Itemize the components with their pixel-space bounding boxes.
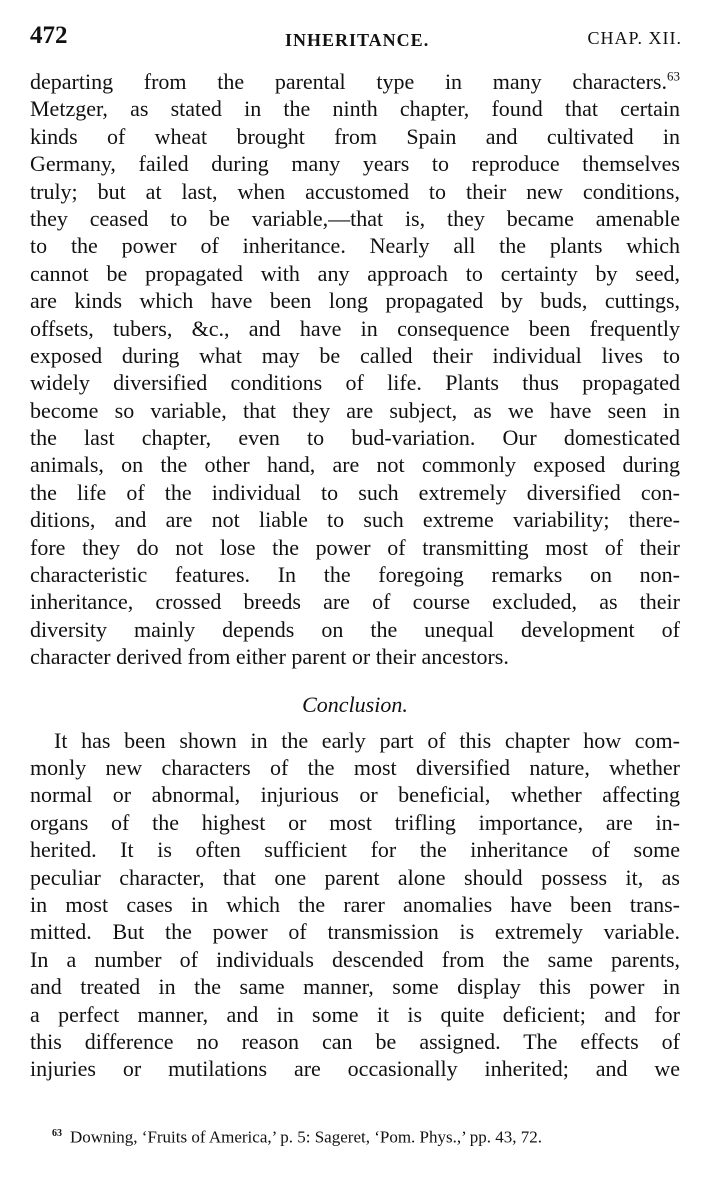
text-line: organs of the highest or most trifling importance, are in- bbox=[30, 809, 680, 835]
page-header bbox=[30, 18, 680, 68]
text-line: they ceased to be variable,—that is, they became amenable bbox=[30, 205, 680, 231]
footnote-text: Downing, ‘Fruits of America,’ p. 5: Sageret, ‘Pom. Phys.,’ pp. 43, 72. bbox=[70, 1127, 543, 1147]
text-line: departing from the parental type in many characters.$^{63}$ bbox=[30, 68, 680, 94]
text-line: Germany, failed during many years to reproduce themselves bbox=[30, 151, 680, 177]
text-line: normal or abnormal, injurious or beneficial, whether affecting bbox=[30, 782, 680, 808]
text-line: the life of the individual to such extremely diversified con- bbox=[30, 479, 680, 505]
footnote-mark: 63 bbox=[52, 1128, 62, 1139]
text-line: a perfect manner, and in some it is quite deficient; and for bbox=[30, 1001, 680, 1027]
body-paragraph-1 bbox=[30, 68, 680, 671]
text-line: In a number of individuals descended from the same parents, bbox=[30, 946, 680, 972]
text-line: monly new characters of the most diversified nature, whether bbox=[30, 754, 680, 780]
text-line: It has been shown in the early part of this chapter how com- bbox=[54, 727, 680, 753]
text-line: fore they do not lose the power of transmitting most of their bbox=[30, 534, 680, 560]
text-line: are kinds which have been long propagated by buds, cuttings, bbox=[30, 288, 680, 314]
text-line: the last chapter, even to bud-variation. Our domesticated bbox=[30, 425, 680, 451]
text-line: diversity mainly depends on the unequal development of bbox=[30, 616, 680, 642]
text-line: cannot be propagated with any approach to certainty by seed, bbox=[30, 260, 680, 286]
text-line: offsets, tubers, &c., and have in consequence been frequently bbox=[30, 315, 680, 341]
footnote-reference: 63 bbox=[667, 68, 680, 84]
text-line: truly; but at last, when accustomed to their new conditions, bbox=[30, 178, 680, 204]
text-line: widely diversified conditions of life. Plants thus propagated bbox=[30, 370, 680, 396]
book-page bbox=[30, 18, 680, 1083]
body-paragraph-2 bbox=[30, 727, 680, 1083]
page-number: 472 bbox=[30, 22, 68, 49]
text-line: character derived from either parent or their ancestors. bbox=[30, 644, 509, 670]
chapter-label: CHAP. XII. bbox=[587, 28, 682, 48]
section-heading: Conclusion. bbox=[302, 691, 408, 717]
text-line: inheritance, crossed breeds are of course excluded, as their bbox=[30, 589, 680, 615]
text-line: in most cases in which the rarer anomalies have been trans- bbox=[30, 891, 680, 917]
text-line: characteristic features. In the foregoing remarks on non- bbox=[30, 562, 680, 588]
text-line: this difference no reason can be assigned. The effects of bbox=[30, 1028, 680, 1054]
text-line: and treated in the same manner, some display this power in bbox=[30, 974, 680, 1000]
text-line: animals, on the other hand, are not commonly exposed during bbox=[30, 452, 680, 478]
text-line: mitted. But the power of transmission is extremely variable. bbox=[30, 919, 680, 945]
text-line: herited. It is often sufficient for the inheritance of some bbox=[30, 837, 680, 863]
text-line: kinds of wheat brought from Spain and cultivated in bbox=[30, 123, 680, 149]
text-line: injuries or mutilations are occasionally inherited; and we bbox=[30, 1056, 680, 1082]
text-line: Metzger, as stated in the ninth chapter, found that certain bbox=[30, 96, 680, 122]
footnote bbox=[52, 1123, 672, 1149]
text-line: ditions, and are not liable to such extreme variability; there- bbox=[30, 507, 680, 533]
text-line: exposed during what may be called their individual lives to bbox=[30, 342, 680, 368]
running-title: INHERITANCE. bbox=[285, 30, 430, 50]
text-line: become so variable, that they are subject, as we have seen in bbox=[30, 397, 680, 423]
text-line: to the power of inheritance. Nearly all the plants which bbox=[30, 233, 680, 259]
text-line: peculiar character, that one parent alone should possess it, as bbox=[30, 864, 680, 890]
